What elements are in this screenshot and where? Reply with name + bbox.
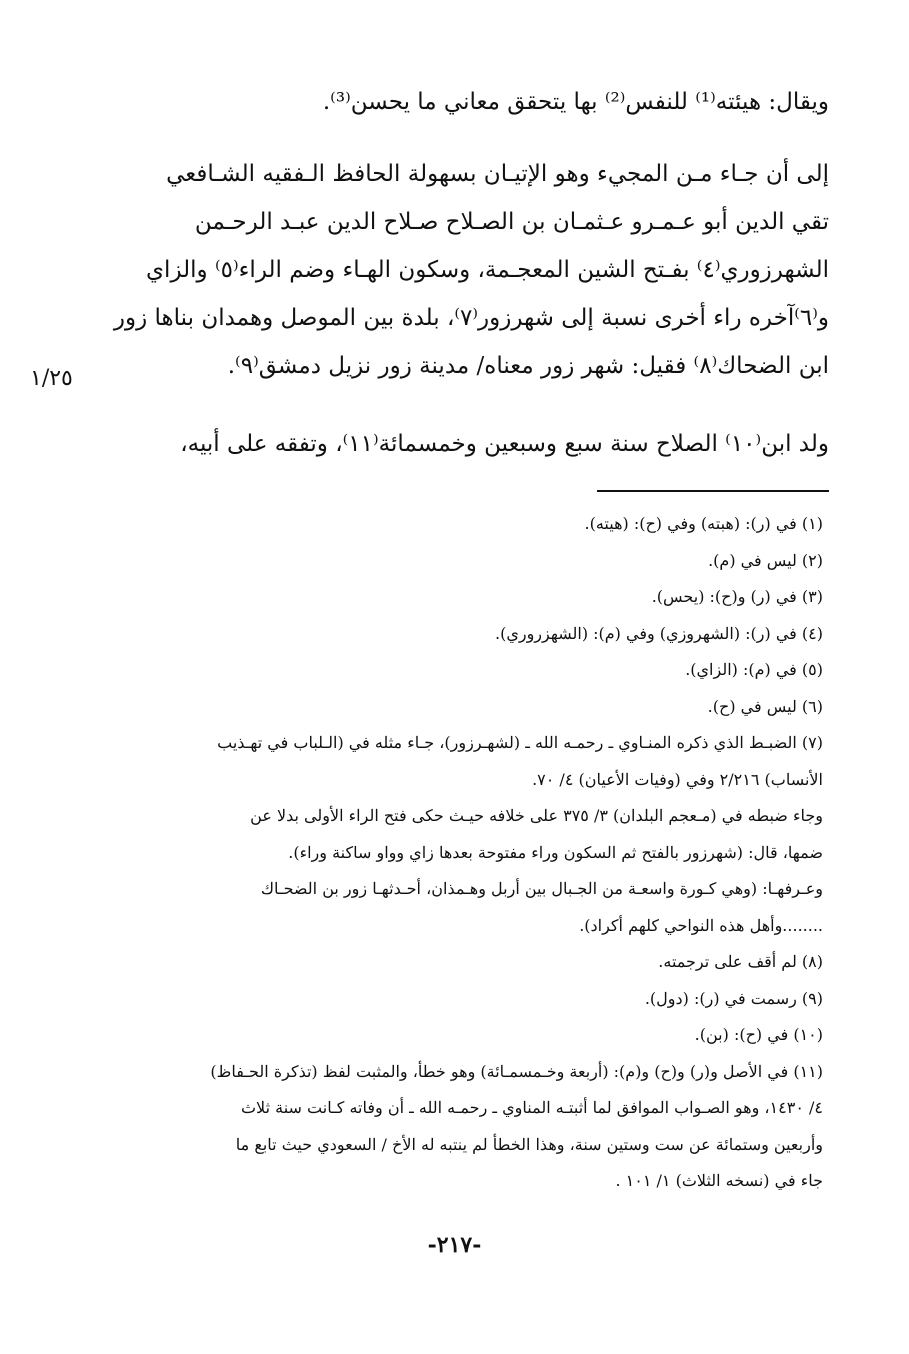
footnote-line: جاء في (نسخه الثلاث) ١/ ١٠١ . [615, 1171, 823, 1190]
footnote-line: (٥) في (م): (الزاي). [685, 660, 823, 679]
footnote-line: وجاء ضبطه في (مـعجم البلدان) ٣/ ٣٧٥ على خلافه حيـث حكى فتح الراء الأولى بدلا عن [250, 806, 823, 825]
page-number: -٢١٧- [427, 1232, 482, 1258]
footnote-line: (١٠) في (ح): (بن). [694, 1025, 823, 1044]
footnote-line: (١١) في الأصل و(ر) و(ح) و(م): (أربعة وخـمسمـائة) وهو خطأ، والمثبت لفظ (تذكرة الحـفاظ) [210, 1061, 823, 1081]
footnote-line: (٩) رسمت في (ر): (دول). [644, 988, 823, 1008]
footnote-line: الأنساب) ٢/٢١٦ وفي (وفيات الأعيان) ٤/ ٧٠. [532, 769, 823, 789]
footnote-line: ........وأهل هذه النواحي كلهم أكراد). [579, 915, 823, 935]
footnote-line: ٤/ ١٤٣٠، وهو الصـواب الموافق لما أثبتـه المناوي ـ رحمـه الله ـ أن وفاته كـانت سنة ثلاث [240, 1098, 823, 1117]
intro-line [121, 78, 829, 126]
body-line: و⁽٦⁾آخره راء أخرى نسبة إلى شهرزور⁽٧⁾، بلدة بين الموصل وهمدان بناها زور [113, 305, 829, 331]
paragraph-1 [113, 150, 829, 390]
body-line: ابن الضحاك⁽٨⁾ فقيل: شهر زور معناه/ مدينة زور نزيل دمشق⁽٩⁾. [227, 353, 829, 379]
margin-folio-reference: ١/٢٥ [30, 366, 73, 391]
body-line: إلى أن جـاء مـن المجيء وهو الإتيـان بسهولة الحافظ الـفقيه الشـافعي [166, 161, 829, 187]
footnote-line: (٣) في (ر) و(ح): (يحس). [651, 587, 823, 606]
footnote-line: ضمها، قال: (شهرزور بالفتح ثم السكون وراء مفتوحة بعدها زاي وواو ساكنة وراء). [288, 842, 823, 862]
footnote-line: (٦) ليس في (ح). [707, 696, 823, 716]
body-line: ويقال: هيئته⁽¹⁾ للنفس⁽²⁾ بها يتحقق معاني ما يحسن⁽³⁾. [322, 89, 829, 115]
footnote-line: (١) في (ر): (هبته) وفي (ح): (هيته). [584, 514, 823, 533]
body-line: تقي الدين أبو عـمـرو عـثمـان بن الصـلاح صـلاح الدين عبـد الرحـمن [194, 209, 829, 235]
footnote-line: (٨) لم أقف على ترجمته. [658, 952, 823, 971]
footnotes [121, 506, 823, 1200]
paragraph-2 [121, 420, 829, 468]
body-line: ولد ابن⁽١٠⁾ الصلاح سنة سبع وسبعين وخمسمائة⁽١١⁾، وتفقه على أبيه، [180, 431, 829, 457]
footnote-separator [597, 490, 829, 492]
footnote-line: (٢) ليس في (م). [708, 550, 823, 570]
body-line: الشهرزوري⁽٤⁾ بفـتح الشين المعجـمة، وسكون الهـاء وضم الراء⁽٥⁾ والزاي [146, 257, 829, 283]
footnote-line: (٧) الضبـط الذي ذكره المنـاوي ـ رحمـه الله ـ (لشهـرزور)، جـاء مثله في (الـلباب في تهـذيب [217, 733, 823, 752]
footnote-line: (٤) في (ر): (الشهروزي) وفي (م): (الشهزروري). [494, 623, 823, 643]
footnote-line: وأربعين وستمائة عن ست وستين سنة، وهذا الخطأ لم ينتبه له الأخ / السعودي حيث تابع ما [235, 1134, 823, 1154]
footnote-line: وعـرفهـا: (وهي كـورة واسعـة من الجـبال بين أربل وهـمذان، أحـدثهـا زور بن الضحـاك [260, 879, 823, 898]
